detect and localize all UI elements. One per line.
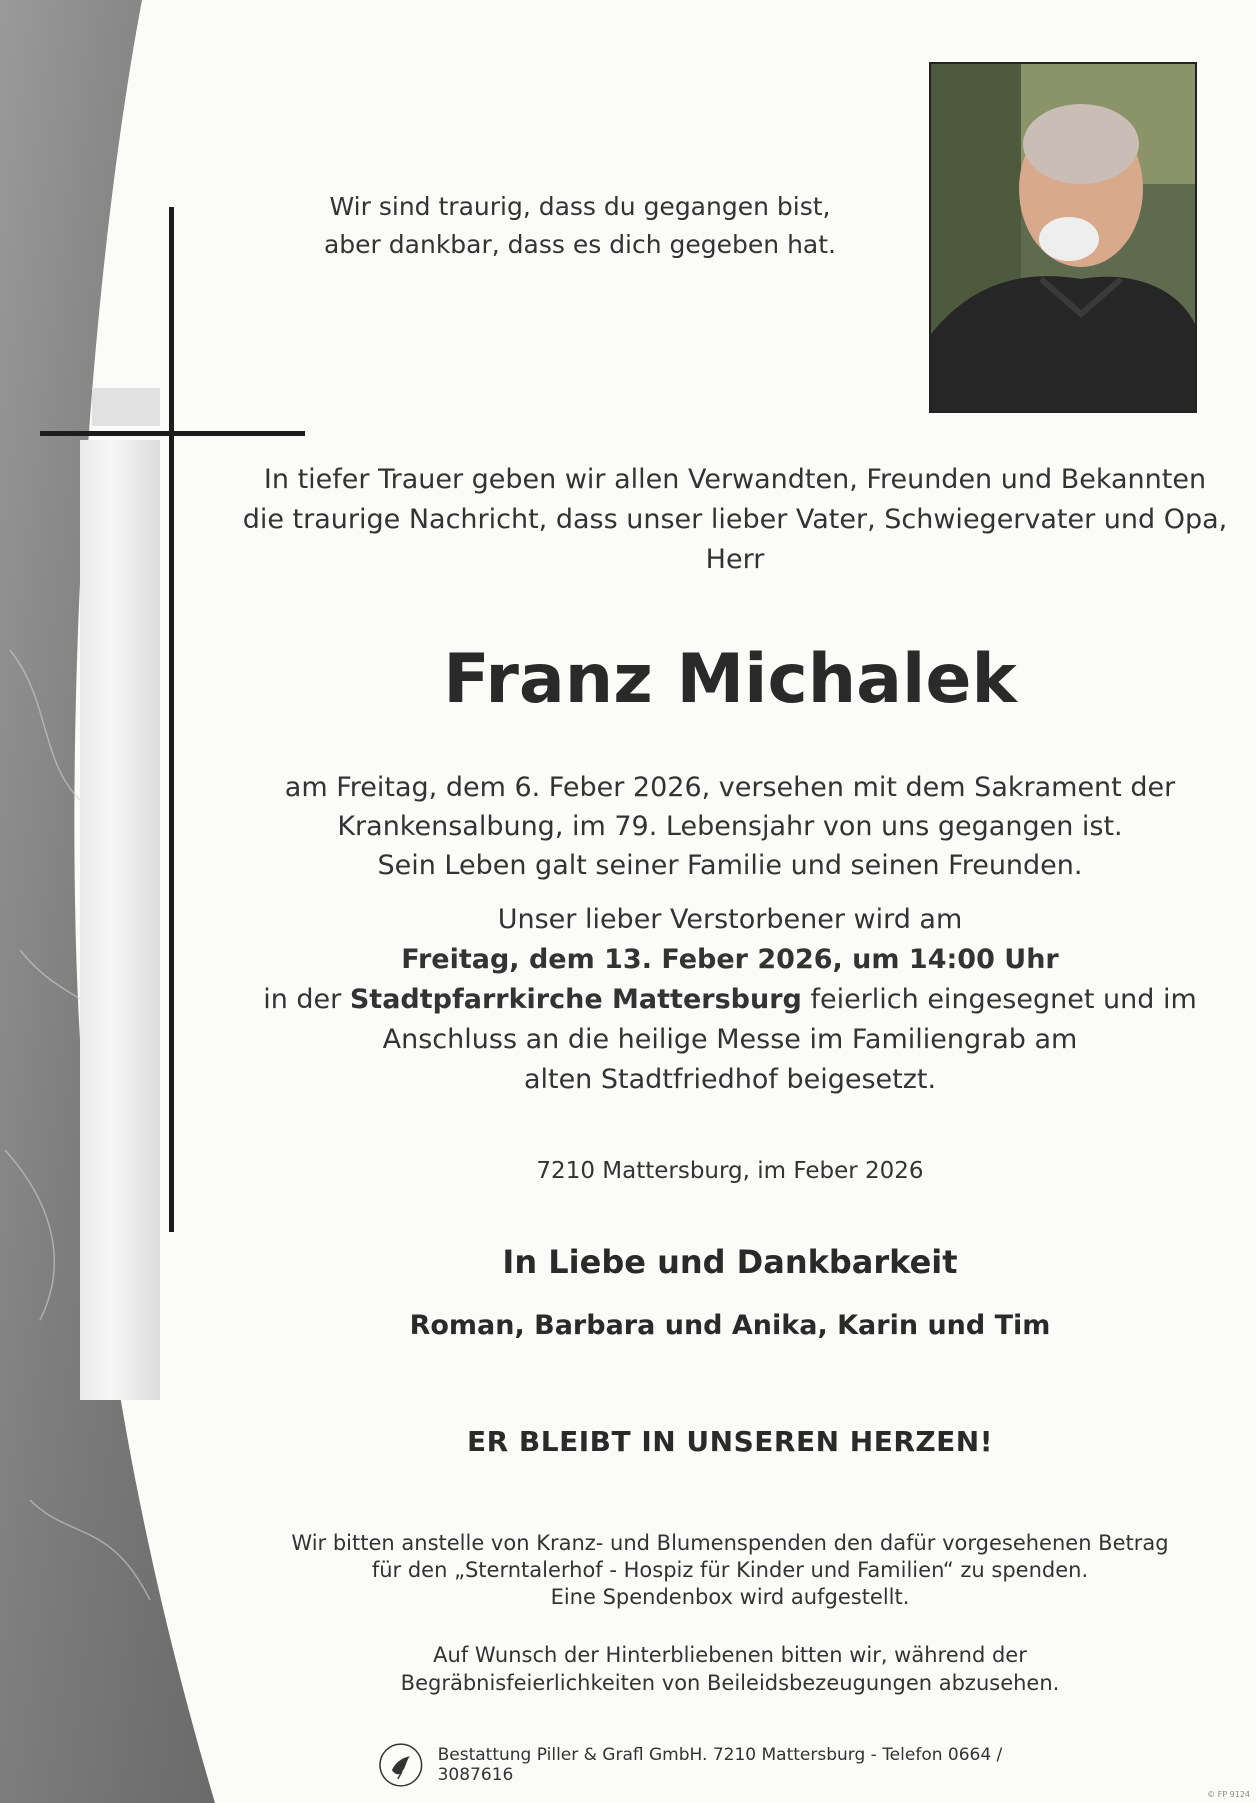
motto: ER BLEIBT IN UNSEREN HERZEN!	[466, 1425, 994, 1458]
deceased-name: Franz Michalek	[443, 640, 1017, 719]
funeral-home-footer	[378, 1740, 1078, 1790]
church-name: Stadtpfarrkirche Mattersburg	[349, 984, 802, 1015]
condolence-wish: Auf Wunsch der Hinterbliebenen bitten wir, während der Begräbnisfeierlichkeiten von Beileidsbezeugungen abzusehen.	[400, 1643, 1060, 1695]
portrait-photo	[929, 62, 1197, 413]
donation-request: Wir bitten anstelle von Kranz- und Blumenspenden den dafür vorgesehenen Betrag für den „Sterntalerhof - Hospiz für Kinder und Familien“ zu spenden. Eine Spendenbox wird aufgestellt.	[291, 1531, 1169, 1609]
cross-plaque-top	[92, 388, 160, 426]
funeral-details: Unser lieber Verstorbener wird am Freitag, dem 13. Feber 2026, um 14:00 Uhr in der Stadtpfarrkirche Mattersburg feierlich eingesegnet und im Anschluss an die heilige Messe im Familiengrab am alten Stadtfriedhof beigesetzt.	[263, 904, 1197, 1095]
footer-text: Bestattung Piller & Grafl GmbH. 7210 Mattersburg - Telefon 0664 / 3087616	[437, 1745, 1003, 1785]
death-notice: am Freitag, dem 6. Feber 2026, versehen mit dem Sakrament der Krankensalbung, im 79. Lebensjahr von uns gegangen ist. Sein Leben galt seiner Familie und seinen Freunden.	[284, 772, 1176, 881]
funeral-date-time: Freitag, dem 13. Feber 2026, um 14:00 Uhr	[401, 944, 1059, 975]
intro-text: In tiefer Trauer geben wir allen Verwandten, Freunden und Bekannten die traurige Nachricht, dass unser lieber Vater, Schwiegervater und Opa, Herr	[242, 464, 1228, 575]
dove-logo-icon	[378, 1742, 424, 1788]
form-code: © FP 9124	[1207, 1790, 1250, 1799]
cross-horizontal	[40, 431, 305, 436]
closing-line: In Liebe und Dankbarkeit	[502, 1243, 958, 1281]
cross-vertical	[169, 207, 174, 1232]
family-names: Roman, Barbara und Anika, Karin und Tim	[409, 1310, 1051, 1341]
cross-plaque	[80, 440, 160, 1400]
place-date: 7210 Mattersburg, im Feber 2026	[536, 1158, 924, 1184]
opening-quote: Wir sind traurig, dass du gegangen bist, aber dankbar, dass es dich gegeben hat.	[323, 192, 836, 259]
portrait-image	[931, 64, 1195, 411]
